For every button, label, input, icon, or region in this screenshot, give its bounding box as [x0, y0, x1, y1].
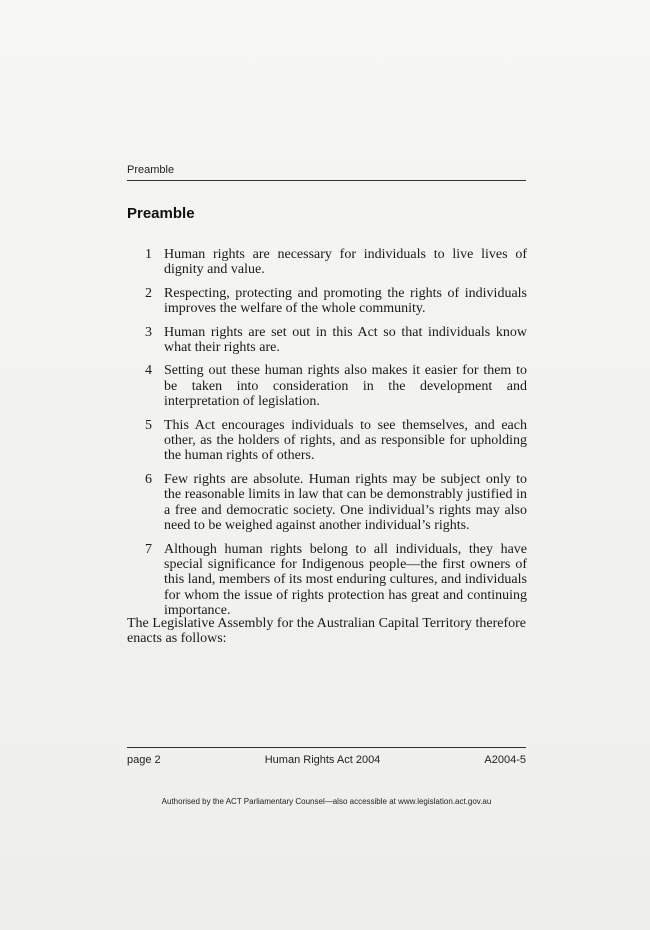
- preamble-item: [140, 418, 527, 464]
- item-text: Respecting, protecting and promoting the rights of individuals improves the welfare of the whole community.: [164, 285, 527, 317]
- item-number: 1: [145, 247, 152, 262]
- item-number: 7: [145, 541, 152, 557]
- preamble-item: [140, 363, 527, 409]
- footer-act-code: A2004-5: [484, 754, 526, 766]
- item-text: This Act encourages individuals to see themselves, and each other, as the holders of rights, and as responsible for upholding the human rights of others.: [164, 417, 527, 464]
- item-number: 5: [145, 417, 152, 433]
- preamble-item: [140, 325, 527, 356]
- item-number: 2: [145, 285, 152, 301]
- item-text: Setting out these human rights also makes it easier for them to be taken into consideration in the development and interpretation of legislation.: [164, 363, 527, 410]
- item-text: Although human rights belong to all individuals, they have special significance for Indigenous people—the first owners of this land, members of its most enduring cultures, and individuals for whom the issue of rights protection has great and continuing importance.: [164, 541, 527, 619]
- footer-act-title: Human Rights Act 2004: [264, 754, 381, 766]
- item-number: 3: [145, 324, 152, 340]
- item-number: 6: [145, 471, 152, 487]
- preamble-list: [140, 247, 527, 627]
- authorised-notice: Authorised by the ACT Parliamentary Counsel—also accessible at www.legislation.act.gov.au: [161, 797, 492, 806]
- section-heading: Preamble: [127, 205, 195, 222]
- preamble-item: [140, 542, 527, 619]
- item-number: 4: [145, 363, 152, 379]
- footer-page-number: page 2: [127, 754, 161, 766]
- item-text: Human rights are necessary for individuals to live lives of dignity and value.: [164, 247, 527, 278]
- header-rule: [127, 180, 526, 181]
- preamble-item: [140, 286, 527, 317]
- page-footer: [127, 754, 526, 766]
- item-text: Human rights are set out in this Act so that individuals know what their rights are.: [164, 324, 527, 356]
- item-text: Few rights are absolute. Human rights may be subject only to the reasonable limits in law that can be demonstrably justified in a free and democratic society. One individual’s rights may also need to be weighed against another individual’s rights.: [164, 471, 527, 534]
- running-head: Preamble: [127, 164, 175, 176]
- preamble-item: [140, 472, 527, 534]
- footer-rule: [127, 747, 526, 748]
- enacting-formula: The Legislative Assembly for the Australian Capital Territory therefore enacts as follows:: [127, 616, 526, 647]
- preamble-item: [140, 247, 527, 278]
